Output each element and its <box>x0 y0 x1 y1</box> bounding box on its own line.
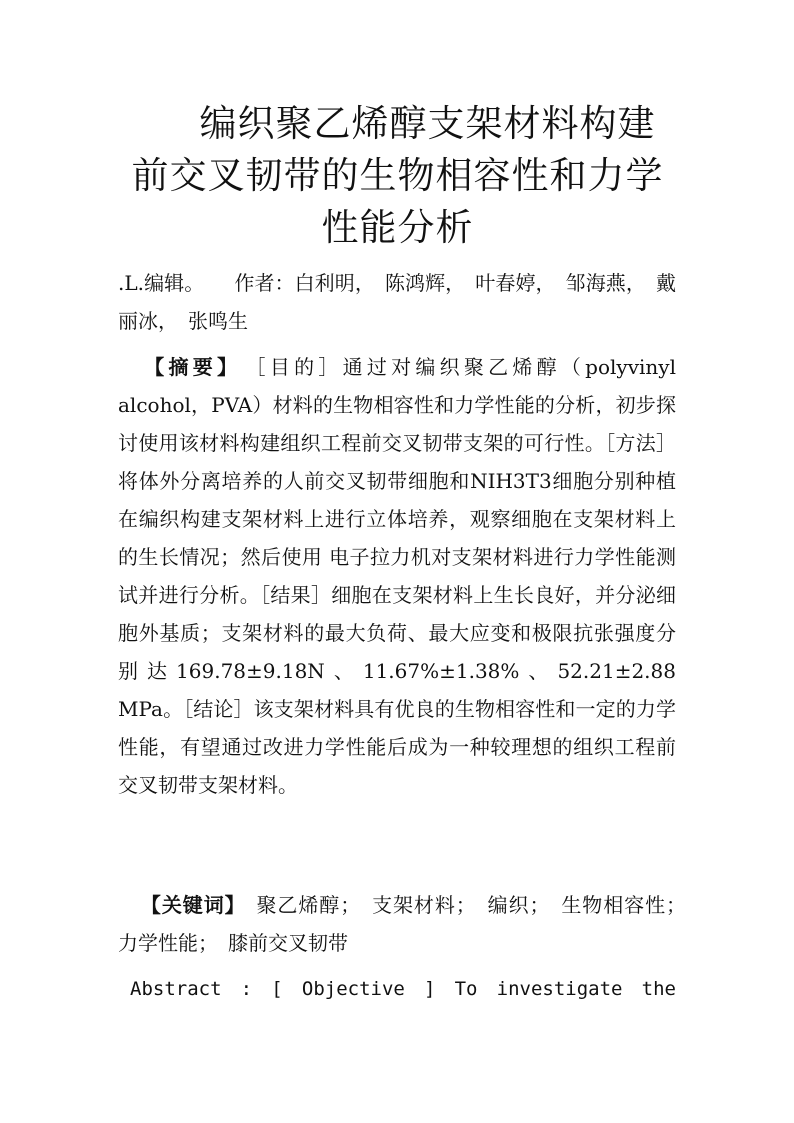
english-abstract-line <box>118 970 676 1008</box>
keywords-paragraph <box>118 886 697 962</box>
en-word: [ <box>271 978 283 1000</box>
en-word: ] <box>424 978 436 1000</box>
keywords-label: 【关键词】 <box>140 893 236 917</box>
en-word: Abstract <box>130 978 222 1000</box>
en-word: : <box>240 978 253 1000</box>
en-word: To <box>454 978 478 1000</box>
en-word: the <box>641 978 676 1000</box>
en-word: Objective <box>301 978 405 1000</box>
keywords-text: 聚乙烯醇； 支架材料； 编织； 生物相容性； 力学性能； 膝前交叉韧带 <box>118 893 697 955</box>
abstract-text: ［目的］通过对编织聚乙烯醇（polyvinyl alcohol，PVA）材料的生物相容性和力学性能的分析，初步探讨使用该材料构建组织工程前交叉韧带支架的可行性。［方法］将体外分离培养的人前交叉韧带细胞和NIH3T3细胞分别种植在编织构建支架材料上进行立体培养，观察细胞在支架材料上的生长情况；然后使用 电子拉力机对支架材料进行力学性能测试并进行分析。［结果］细胞在支架材料上生长良好，并分泌细胞外基质；支架材料的最大负荷、最大应变和极限抗张强度分别达169.78±9.18N、11.67%±1.38%、52.21±2.88 MPa。［结论］该支架材料具有优良的生物相容性和一定的力学性能，有望通过改进力学性能后成为一种较理想的组织工程前交叉韧带支架材料。 <box>118 355 676 797</box>
abstract-label: 【摘要】 <box>140 355 232 379</box>
title-line-3: 性能分析 <box>321 206 474 249</box>
document-title <box>120 98 675 254</box>
title-line-2: 前交叉韧带的生物相容性和力学 <box>131 154 664 197</box>
chinese-abstract <box>118 348 676 804</box>
en-word: investigate <box>496 978 623 1000</box>
author-line: .L.编辑。 作者：白利明， 陈鸿辉， 叶春婷， 邹海燕， 戴丽冰， 张鸣生 <box>118 271 676 333</box>
title-line-1: 编织聚乙烯醇支架材料构建 <box>199 102 656 145</box>
